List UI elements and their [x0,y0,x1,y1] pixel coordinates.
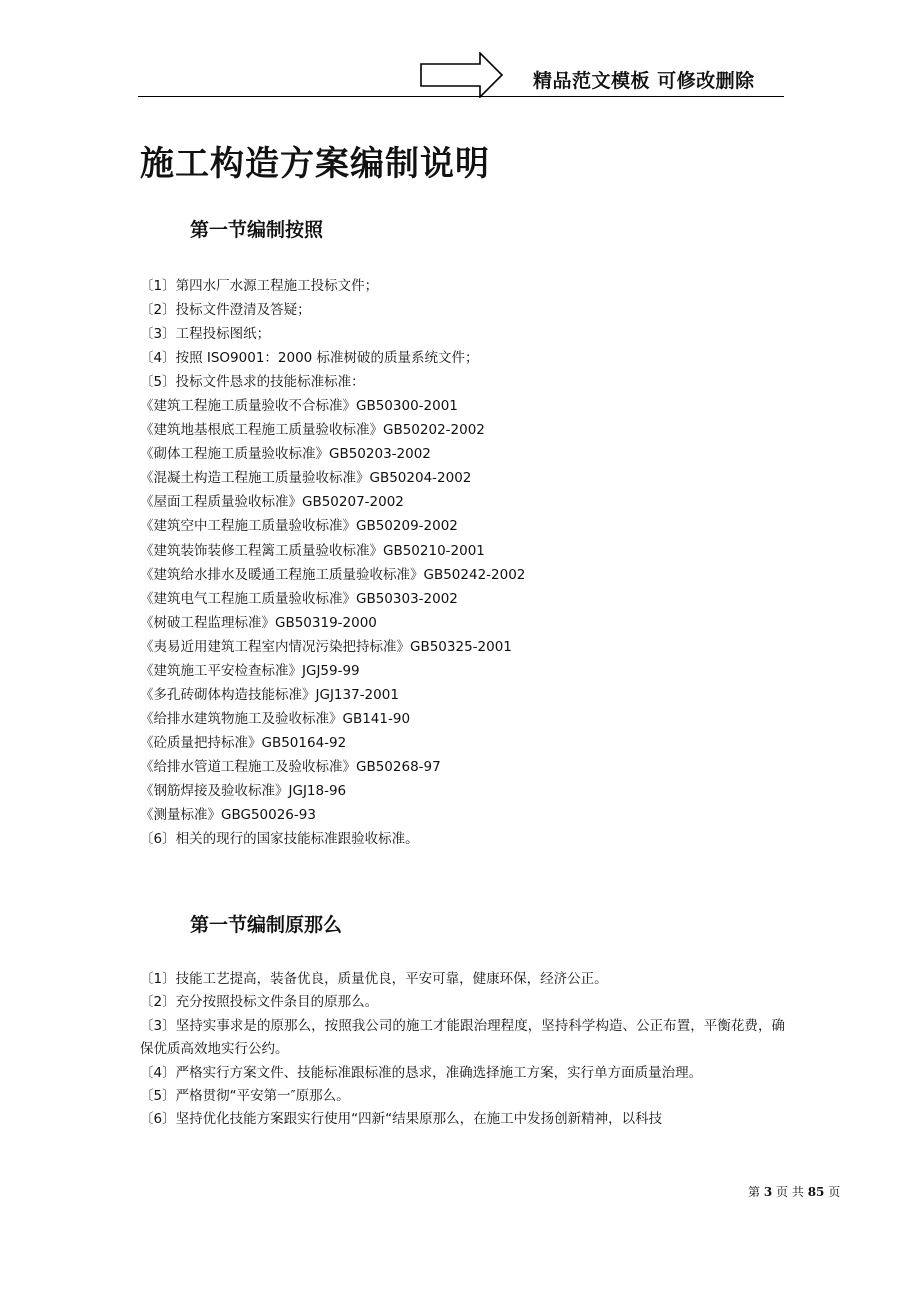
section-heading-basis: 第一节编制按照 [190,219,324,241]
list-item: 《树破工程监理标准》GB50319-2000 [140,614,377,631]
list-item: 〔4〕按照 ISO9001：2000 标准树破的质量系统文件； [140,350,479,367]
list-item: 〔4〕严格实行方案文件、技能标准跟标准的恳求，准确选择施工方案，实行单方面质量治理。 [140,1064,703,1081]
list-item: 《建筑装饰装修工程篱工质量验收标准》GB50210-2001 [140,542,485,559]
list-item: 《多孔砖砌体构造技能标准》JGJ137-2001 [140,686,399,703]
list-item: 〔3〕坚持实事求是的原那么，按照我公司的施工才能跟治理程度，坚持科学构造、公正布置，平衡花费，确保优质高效地实行公约。 [140,1017,785,1058]
list-item: 〔2〕充分按照投标文件条目的原那么。 [140,994,379,1011]
page-number [748,1183,840,1200]
page-prefix: 第 [748,1185,761,1199]
list-item: 〔3〕工程投标图纸； [140,326,271,343]
principles-list [140,968,785,1132]
list-item: 〔5〕投标文件恳求的技能标准标准： [140,374,365,391]
list-item: 〔6〕相关的现行的国家技能标准跟验收标准。 [140,831,419,848]
list-item: 〔1〕技能工艺提高，装备优良，质量优良，平安可靠，健康环保，经济公正。 [140,971,608,987]
header-arrow-icon [420,52,504,102]
current-page: 3 [763,1185,773,1199]
list-item: 《给排水管道工程施工及验收标准》GB50268-97 [140,758,441,775]
list-item: 《建筑空中工程施工质量验收标准》GB50209-2002 [140,518,458,535]
list-item: 《建筑电气工程施工质量验收标准》GB50303-2002 [140,590,458,607]
section-heading-principles: 第一节编制原那么 [190,914,343,936]
header-label: 精品范文模板 可修改删除 [533,70,755,92]
page-title: 施工构造方案编制说明 [140,144,490,184]
list-item: 《砌体工程施工质量验收标准》GB50203-2002 [140,446,431,463]
page-middle: 页 共 [776,1185,804,1199]
list-item: 〔6〕坚持优化技能方案跟实行使用“四新“结果原那么，在施工中发扬创新精神，以科技 [140,1111,663,1128]
list-item: 《屋面工程质量验收标准》GB50207-2002 [140,494,404,511]
list-item: 《钢筋焊接及验收标准》JGJ18-96 [140,782,347,799]
header-divider [138,96,784,97]
list-item: 《建筑地基根底工程施工质量验收标准》GB50202-2002 [140,422,485,439]
page-suffix: 页 [828,1185,841,1199]
list-item: 《建筑工程施工质量验收不合标准》GB50300-2001 [140,398,458,415]
list-item: 〔5〕严格贯彻“平安第一″原那么。 [140,1088,350,1105]
list-item: 《夷易近用建筑工程室内情况污染把持标准》GB50325-2001 [140,638,512,655]
list-item: 《建筑施工平安检查标准》JGJ59-99 [140,662,360,679]
total-pages: 85 [807,1185,825,1199]
list-item: 〔2〕投标文件澄清及答疑； [140,302,311,319]
list-item: 《混凝土构造工程施工质量验收标准》GB50204-2002 [140,470,472,487]
list-item: 《砼质量把持标准》GB50164-92 [140,734,347,751]
list-item: 《建筑给水排水及暖通工程施工质量验收标准》GB50242-2002 [140,566,526,583]
list-item: 〔1〕第四水厂水源工程施工投标文件； [140,278,379,294]
list-item: 《给排水建筑物施工及验收标准》GB141-90 [140,710,411,727]
list-item: 《测量标准》GBG50026-93 [140,807,316,824]
basis-list [140,274,785,851]
